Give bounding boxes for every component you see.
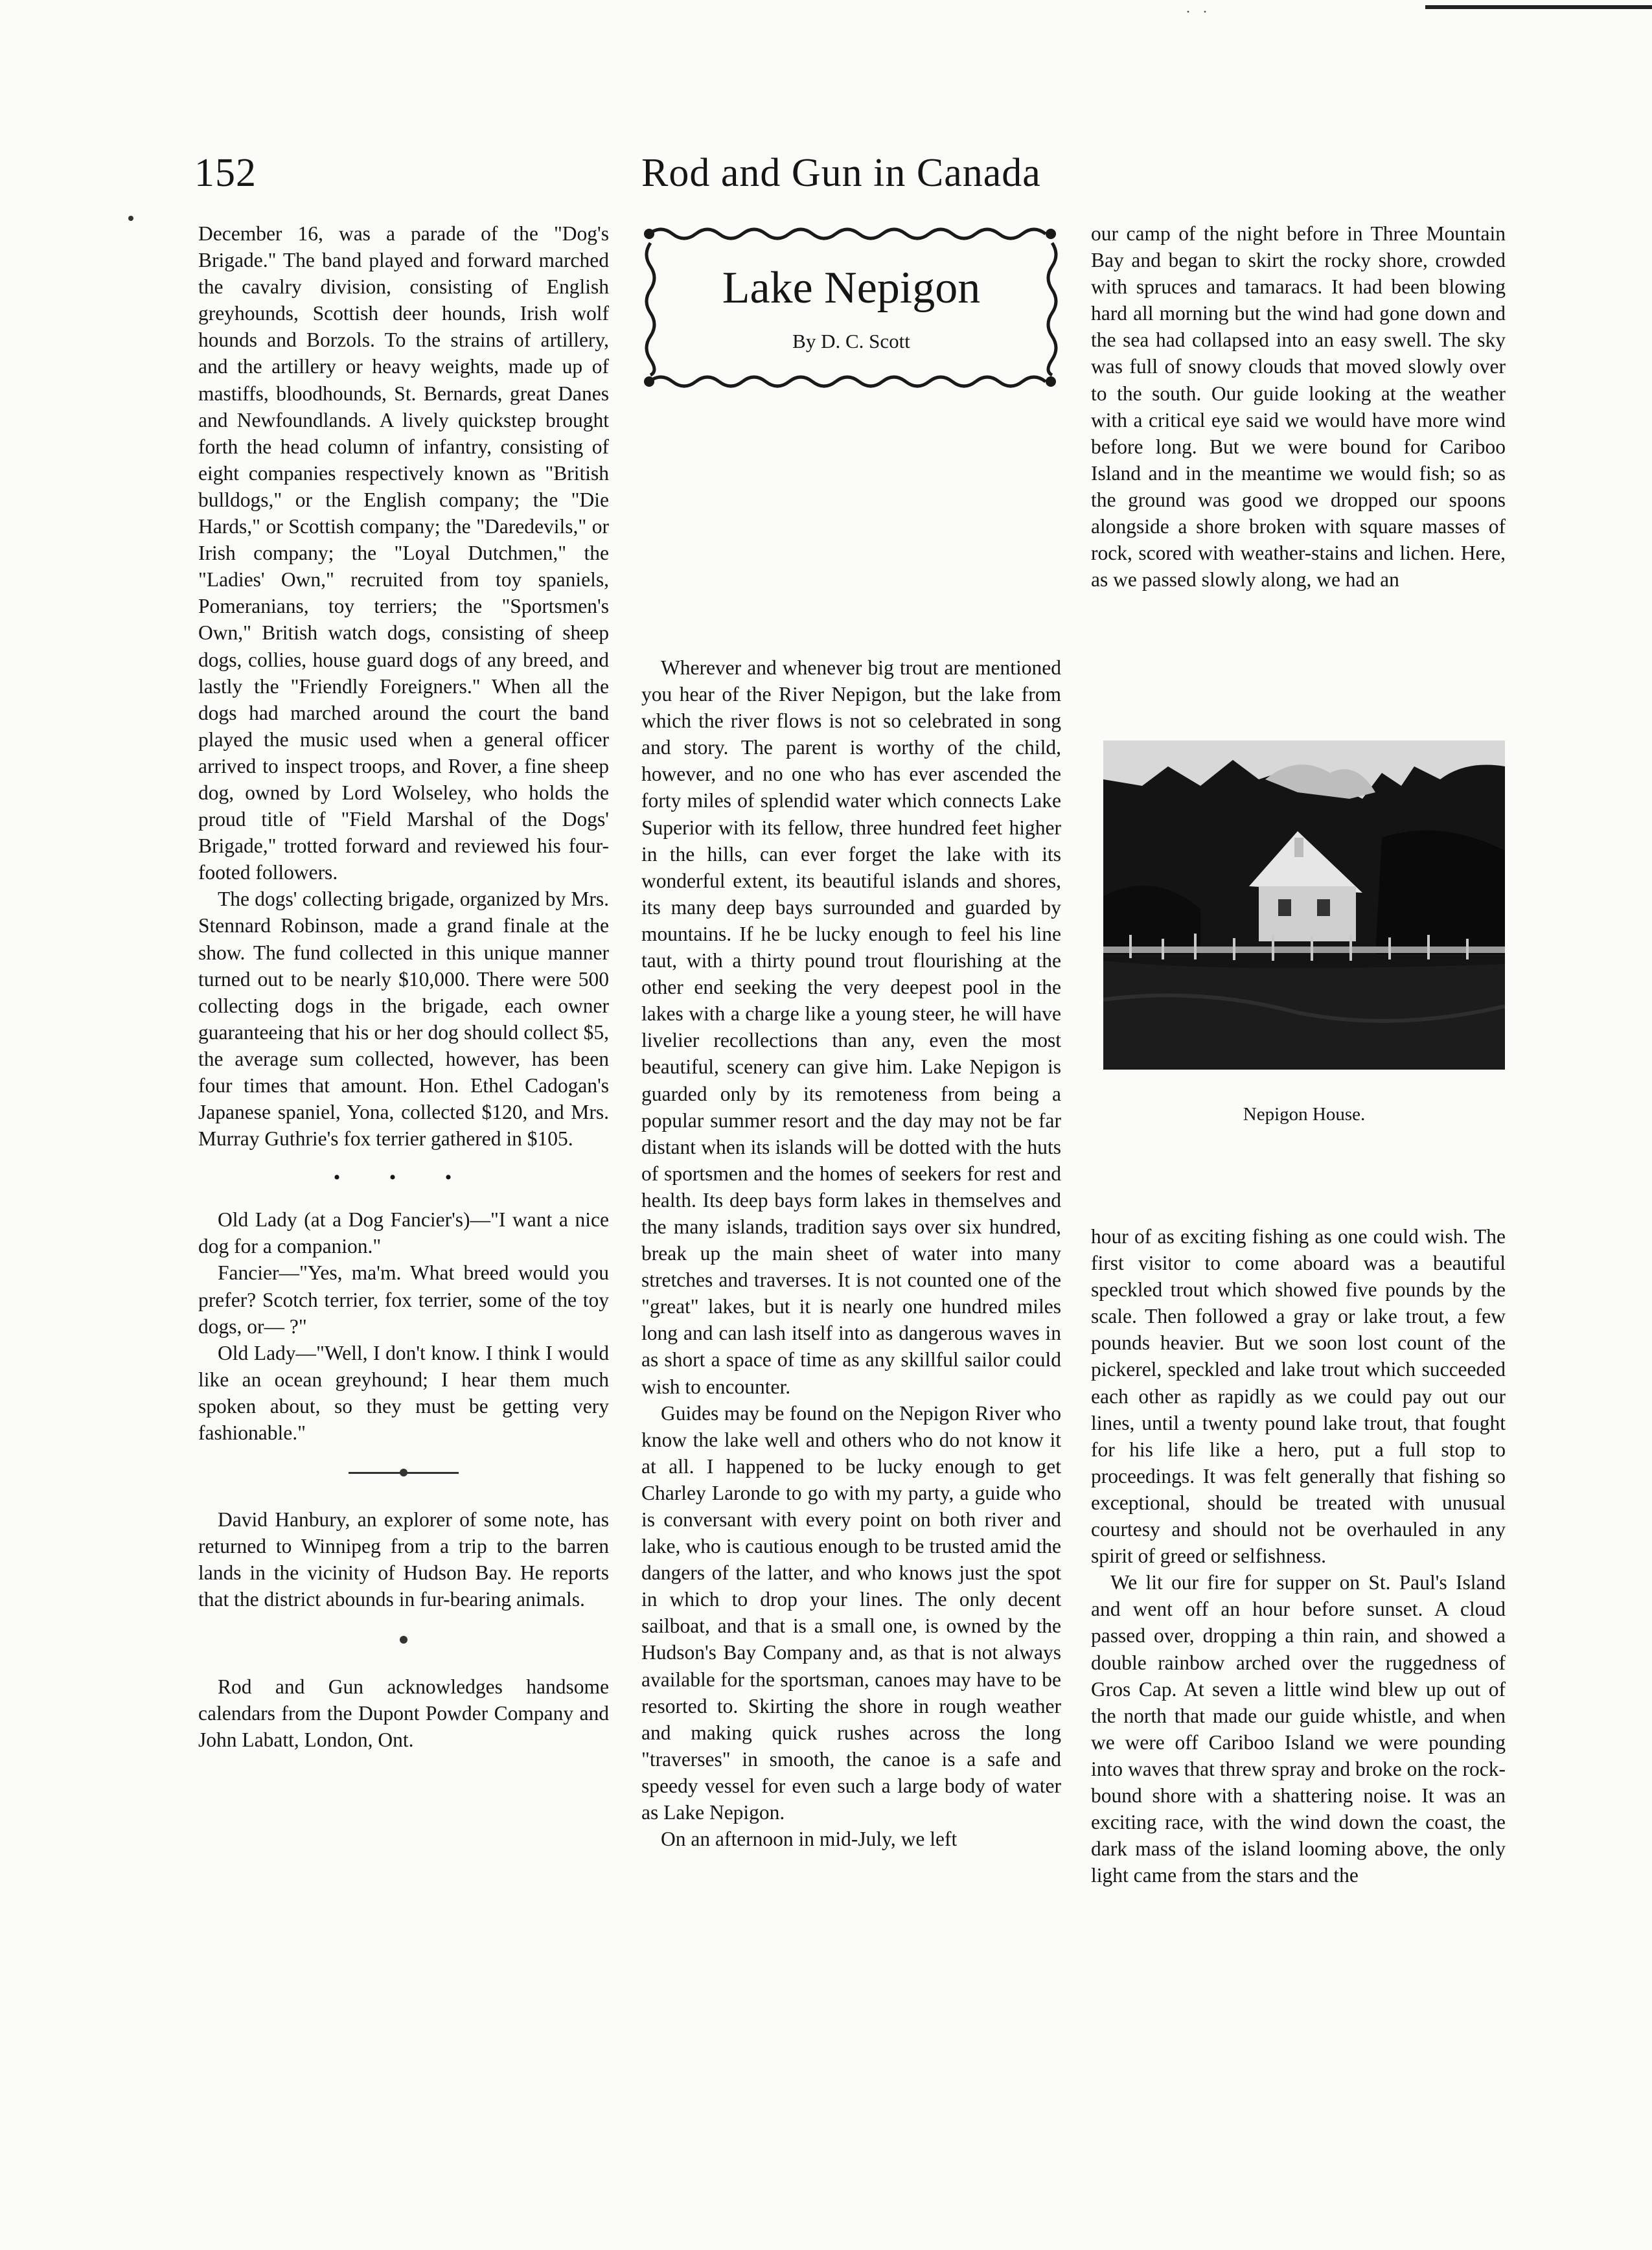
paragraph: On an afternoon in mid-July, we left — [661, 1828, 958, 1851]
article-title: Lake Nepigon — [722, 263, 981, 313]
article-title-box — [641, 217, 1061, 398]
column-left — [198, 220, 609, 1753]
running-title: Rod and Gun in Canada — [641, 151, 1041, 195]
column-right-top — [1091, 220, 1506, 593]
scan-speck — [128, 216, 133, 221]
photo-caption: Nepigon House. — [1243, 1104, 1366, 1125]
paragraph: David Hanbury, an explorer of some note, has returned to Winnipeg from a trip to the barren lands in the vicinity of Hudson Bay. He reports that the district abounds in fur-bearing animals. — [198, 1508, 609, 1611]
paragraph: Rod and Gun acknowledges handsome calendars from the Dupont Powder Company and John Labatt, London, Ont. — [198, 1675, 609, 1751]
column-right-bottom — [1091, 1223, 1506, 1888]
nepigon-house-photo — [1103, 740, 1505, 1070]
page-number: 152 — [194, 151, 257, 195]
column-middle — [641, 654, 1061, 1852]
spacer — [349, 1639, 459, 1641]
paragraph: Old Lady (at a Dog Fancier's)—"I want a nice dog for a companion." — [198, 1208, 609, 1258]
article-byline: By D. C. Scott — [792, 330, 910, 352]
paragraph: Wherever and whenever big trout are mentioned you hear of the River Nepigon, but the lake from which the river flows is not so celebrated in song and story. The parent is worthy of the child, however, and no one who has ever ascended the forty miles of splendid water which connects Lake Superior with its fellow, three hundred feet higher in the hills, can ever forget the lake with its wonderful extent, its beautiful islands and shores, its many deep bays surrounded and guarded by mountains. If he be lucky enough to feel his line taut, with a thirty pound trout flourishing at the other end seeking the very deepest pool in the lakes with a charge like a young steer, he will have livelier recollections than any, even the most beautiful, scenery can give him. Lake Nepigon is guarded only by its remoteness from being a popular summer resort and the day may not be far distant when its islands will be dotted with the huts of sportsmen and the homes of seekers for rest and health. Its deep bays form lakes in themselves and the many islands, tradition says over six hundred, break up the main sheet of water into many stretches and traverses. It is not counted one of the "great" lakes, but it is nearly one hundred miles long and can lash itself into as dangerous waves in as short a space of time as any skillful sailor could wish to encounter. — [641, 656, 1061, 1398]
paragraph: Old Lady—"Well, I don't know. I think I would like an ocean greyhound; I hear them much spoken about, so they must be getting very fashionable." — [198, 1341, 609, 1445]
paragraph: The dogs' collecting brigade, organized by Mrs. Stennard Robinson, made a grand finale at the show. The fund collected in this unique manner turned out to be nearly $10,000. There were 500 collecting dogs in the brigade, each owner guaranteeing that his or her dog should collect $5, the average sum collected, however, has been four times that amount. Hon. Ethel Cadogan's Japanese spaniel, Yona, collected $120, and Mrs. Murray Guthrie's fox terrier gathered in $105. — [198, 888, 609, 1151]
paragraph: our camp of the night before in Three Mountain Bay and began to skirt the rocky shore, crowded with spruces and tamaracs. It had been blowing hard all morning but the wind had gone down and the sea had collapsed into an easy swell. The sky was full of snowy clouds that moved slowly over to the south. Our guide looking at the weather with a critical eye said we would have more wind before long. But we were bound for Cariboo Island and in the meantime we would fish; so as the ground was good we dropped our spoons alongside a shore broken with square masses of rock, scored with weather-stains and lichen. Here, as we passed slowly along, we had an — [1091, 222, 1506, 591]
paragraph: hour of as exciting fishing as one could wish. The first visitor to come aboard was a beautiful speckled trout which showed five pounds by the scale. Then followed a gray or lake trout, a few pounds heavier. But we soon lost count of the pickerel, speckled and lake trout which succeeded each other as rapidly as we could pay out our lines, until a twenty pound lake trout, that fought for his life like a hero, put a full stop to proceedings. It was felt generally that fishing so exceptional, should be treated with unusual courtesy and should not be overhauled in any spirit of greed or selfishness. — [1091, 1225, 1506, 1568]
section-divider-dots: • • • — [333, 1167, 474, 1189]
paragraph: Guides may be found on the Nepigon River who know the lake well and others who do not know it at all. I happened to be lucky enough to get Charley Laronde to go with my party, a guide who is conversant with every point on both river and lake, who is cautious enough to be trusted amid the dangers of the latter, and who knows just the spot in which to drop your lines. The only decent sailboat, and that is a small one, is owned by the Hudson's Bay Company and, as that is not always available for the sportsman, canoes may have to be resorted to. Skirting the shore in rough weather and making quick rushes across the long "traverses" in smooth, the canoe is a safe and speedy vessel for even such a large body of water as Lake Nepigon. — [641, 1401, 1061, 1824]
paragraph: Fancier—"Yes, ma'm. What breed would you prefer? Scotch terrier, fox terrier, some of the toy dogs, or— ?" — [198, 1261, 609, 1338]
scan-edge-rule — [1425, 5, 1652, 9]
paragraph: December 16, was a parade of the "Dog's Brigade." The band played and forward marched the cavalry division, consisting of English greyhounds, Scottish deer hounds, Irish wolf hounds and Borzols. To the strains of artillery, and the artillery or heavy weights, made up of mastiffs, bloodhounds, St. Bernards, great Danes and Newfoundlands. A lively quickstep brought forth the head column of infantry, consisting of eight companies respectively known as "British bulldogs," or the English company; the "Die Hards," or Scottish company; the "Daredevils," or Irish company; the "Loyal Dutchmen," the "Ladies' Own," recruited from toy spaniels, Pomeranians, toy terriers; the "Sportsmen's Own," British watch dogs, consisting of sheep dogs, collies, house guard dogs of any breed, and lastly the "Friendly Foreigners." When all the dogs had marched around the court the band played the music used when a general officer arrived to inspect troops, and Rover, a fine sheep dog, owned by Lord Wolseley, who holds the proud title of "Field Marshal of the Dogs' Brigade," trotted forward and reviewed his four-footed followers. — [198, 222, 609, 884]
house-illustration — [1103, 740, 1505, 1070]
scan-marks: · · — [1186, 4, 1211, 21]
section-divider-rule — [349, 1472, 459, 1474]
paragraph: We lit our fire for supper on St. Paul's Island and went off an hour before sunset. A cloud passed over, dropping a thin rain, and showed a double rainbow arched over the ruggedness of Gros Cap. At seven a little wind blew up out of the north that made our guide whistle, and when we were off Cariboo Island we were pounding into waves that threw spray and broke on the rock-bound shore with a shattering noise. It was an exciting race, with the wind down the coast, the dark mass of the island looming above, the only light came from the stars and the — [1091, 1571, 1506, 1887]
